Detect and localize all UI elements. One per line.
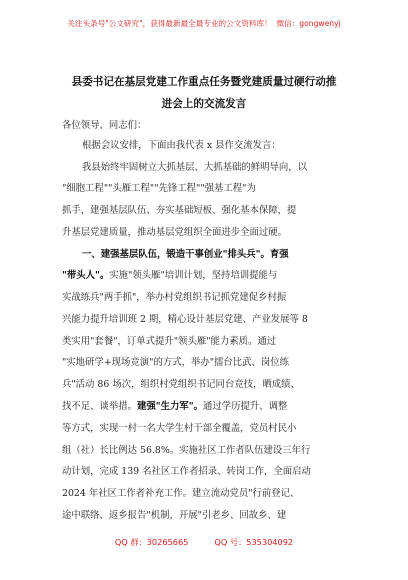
subheading-bold: "带头人"。 <box>62 270 110 281</box>
header-banner-wechat: 微信：gongwenyj <box>276 19 341 28</box>
paragraph-2-line: 2024 年社区工作者补充工作。建立流动党员"行前登记、 <box>62 488 300 499</box>
paragraph-2-line: 实战练兵"两手抓"，举办村党组织书记抓党建促乡村振 <box>62 292 287 303</box>
paragraph-2-line: 兵"活动 86 场次，组织村党组织书记同台竞技，晒成绩、 <box>62 379 300 390</box>
salutation: 各位领导、同志们： <box>62 120 147 131</box>
paragraph-1-line: 我县始终牢固树立大抓基层、大抓基础的鲜明导向，以 <box>82 162 308 173</box>
section-heading-1: 一、建强基层队伍，锻造干事创业"排头兵"。育强 <box>82 249 289 260</box>
paragraph-2-line <box>62 270 277 282</box>
footer-contact <box>0 537 408 548</box>
header-banner-text: 关注头条号"公文研究"，获得最新最全最专业的公文资料库！ <box>67 19 272 28</box>
document-title-line-1: 县委书记在基层党建工作重点任务暨党建质量过硬行动推 <box>71 76 337 88</box>
paragraph-2-text: 通过学历提升、调整 <box>203 401 288 412</box>
document-title-line-2: 进会上的交流发言 <box>161 98 247 110</box>
paragraph-2-line: 兴能力提升培训班 2 期，精心设计基层党建、产业发展等 8 <box>62 314 308 325</box>
paragraph-1-line: "细胞工程""头雁工程""先锋工程""强基工程"为 <box>62 183 256 194</box>
paragraph-2-line <box>62 401 287 413</box>
subheading-bold: 建强"生力军"。 <box>137 401 204 412</box>
footer-qq-number: QQ 号：535304092 <box>214 537 294 547</box>
paragraph-2-line: 等方式，实现一村一名大学生村干部全覆盖，党员村民小 <box>62 423 297 434</box>
paragraph-2-text: 找不足、谈举措。 <box>62 401 138 412</box>
paragraph-1-line: 升基层党建质量，推动基层党组织全面进步全面过硬。 <box>62 227 288 238</box>
paragraph-2-line: 途中联络、返乡报告"机制，开展"引老乡、回故乡、建 <box>62 510 287 521</box>
paragraph-2-text: 实施"领头雁"培训计划，坚持培训提能与 <box>109 270 278 281</box>
paragraph-2-line: "实地研学+现场竞演"的方式，举办"擂台比武、岗位练 <box>62 357 290 368</box>
footer-qq-group: QQ 群：30265665 <box>114 537 189 547</box>
header-banner <box>0 18 408 29</box>
paragraph-2-line: 动计划，完成 139 名社区工作者招录、转岗工作，全面启动 <box>62 466 311 477</box>
paragraph-2-line: 组（社）长比例达 56.8%。实施社区工作者队伍建设三年行 <box>62 445 311 456</box>
paragraph-1-line: 抓手，建强基层队伍、夯实基础短板、强化基本保障，提 <box>62 205 297 216</box>
paragraph-2-line: 类实用"套餐"，订单式提升"领头雁"能力素质。通过 <box>62 336 277 347</box>
intro-paragraph: 根据会议安排，下面由我代表 x 县作交流发言： <box>82 140 281 151</box>
